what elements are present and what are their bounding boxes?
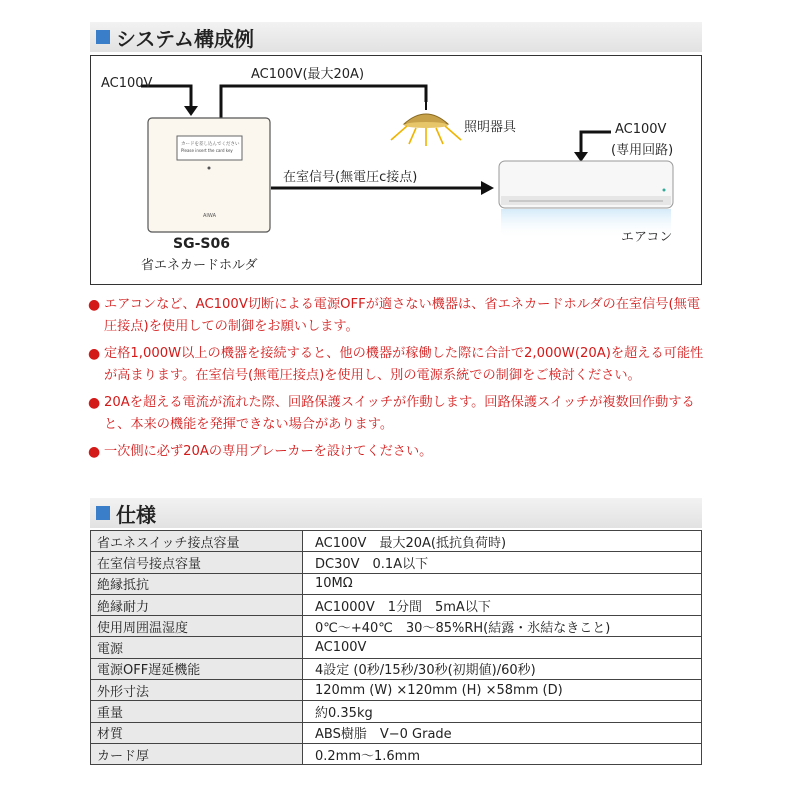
spec-label: 重量 xyxy=(91,701,303,722)
spec-label: 外形寸法 xyxy=(91,680,303,701)
note-text: エアコンなど、AC100V切断による電源OFFが適さない機器は、省エネカードホルダの在室信号(無電圧接点)を使用しての制御をお願いします。 xyxy=(104,297,701,334)
spec-value: 10MΩ xyxy=(303,573,702,594)
spec-label: 材質 xyxy=(91,722,303,743)
lighting-label: 照明器具 xyxy=(464,120,517,135)
spec-table xyxy=(90,530,702,765)
spec-value: AC100V xyxy=(303,637,702,658)
spec-label: 省エネスイッチ接点容量 xyxy=(91,531,303,552)
card-holder-device xyxy=(148,118,270,232)
bullet-icon: ● xyxy=(88,346,101,362)
system-section-title: システム構成例 xyxy=(116,26,254,51)
device-model: SG-S06 xyxy=(173,236,230,252)
system-diagram xyxy=(90,55,702,285)
note-item xyxy=(88,343,706,387)
note-text: 定格1,000W以上の機器を接続すると、他の機器が稼働した際に合計で2,000W(20A)を超える可能性が高まります。在室信号(無電圧接点)を使用し、別の電源系統での制御をご検討ください。 xyxy=(104,346,704,383)
spec-value: 0.2mm～1.6mm xyxy=(303,743,702,764)
spec-label: 在室信号接点容量 xyxy=(91,552,303,573)
spec-row xyxy=(91,531,702,552)
spec-label: 使用周囲温湿度 xyxy=(91,616,303,637)
bullet-icon: ● xyxy=(88,297,101,313)
section-marker-icon xyxy=(96,506,110,520)
spec-row xyxy=(91,637,702,658)
spec-label: 絶縁耐力 xyxy=(91,594,303,615)
note-item xyxy=(88,294,706,338)
spec-value: 120mm (W) ×120mm (H) ×58mm (D) xyxy=(303,680,702,701)
spec-row xyxy=(91,594,702,615)
spec-value: 4設定 (0秒/15秒/30秒(初期値)/60秒) xyxy=(303,658,702,679)
spec-label: 電源 xyxy=(91,637,303,658)
aircon-power-sublabel: (専用回路) xyxy=(611,143,674,158)
spec-row xyxy=(91,701,702,722)
note-text: 一次側に必ず20Aの専用ブレーカーを設けてください。 xyxy=(104,444,433,459)
note-item xyxy=(88,441,706,463)
bullet-icon: ● xyxy=(88,395,101,411)
spec-label: 絶縁抵抗 xyxy=(91,573,303,594)
device-card-text-1: カードを差し込んでください xyxy=(181,142,240,147)
system-section-header xyxy=(90,22,702,52)
bullet-icon: ● xyxy=(88,444,101,460)
device-brand: AIWA xyxy=(203,213,216,219)
section-marker-icon xyxy=(96,30,110,44)
spec-row xyxy=(91,658,702,679)
spec-value: ABS樹脂 V−0 Grade xyxy=(303,722,702,743)
ac-input-label: AC100V xyxy=(101,76,153,91)
aircon-label: エアコン xyxy=(621,230,673,245)
spec-label: カード厚 xyxy=(91,743,303,764)
spec-row xyxy=(91,743,702,764)
aircon-power-label: AC100V xyxy=(615,122,667,137)
notes-list xyxy=(88,294,706,468)
signal-label: 在室信号(無電圧c接点) xyxy=(283,170,418,185)
spec-value: AC100V 最大20A(抵抗負荷時) xyxy=(303,531,702,552)
spec-row xyxy=(91,616,702,637)
device-card-text-2: Please insert the card key xyxy=(181,148,233,153)
note-item xyxy=(88,392,706,436)
device-name: 省エネカードホルダ xyxy=(141,258,258,273)
spec-value: AC1000V 1分間 5mA以下 xyxy=(303,594,702,615)
spec-row xyxy=(91,573,702,594)
note-text: 20Aを超える電流が流れた際、回路保護スイッチが作動します。回路保護スイッチが複数回作動すると、本来の機能を発揮できない場合があります。 xyxy=(104,395,695,432)
spec-value: 0℃～+40℃ 30～85%RH(結露・氷結なきこと) xyxy=(303,616,702,637)
spec-section-header xyxy=(90,498,702,528)
aircon-power-arrow xyxy=(574,132,611,162)
spec-row xyxy=(91,680,702,701)
spec-value: DC30V 0.1A以下 xyxy=(303,552,702,573)
spec-row xyxy=(91,552,702,573)
spec-value: 約0.35kg xyxy=(303,701,702,722)
lighting-power-line xyxy=(221,86,426,120)
spec-label: 電源OFF遅延機能 xyxy=(91,658,303,679)
lamp-icon xyxy=(391,100,461,146)
spec-row xyxy=(91,722,702,743)
spec-section-title: 仕様 xyxy=(116,502,156,527)
ac-max-label: AC100V(最大20A) xyxy=(251,67,365,82)
